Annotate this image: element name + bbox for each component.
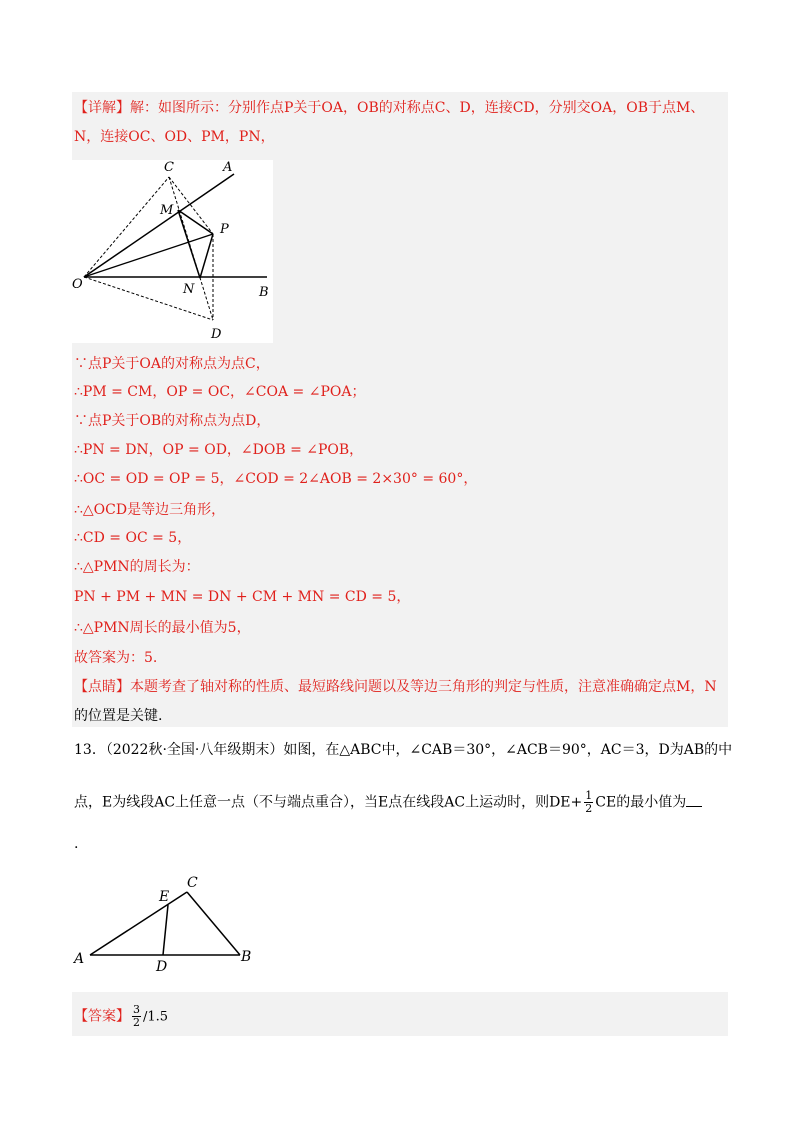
solution-line-3: ∵点P关于OA的对称点为点C， <box>74 356 270 372</box>
label-P: P <box>220 222 229 237</box>
reflection-figure <box>72 160 273 343</box>
label-N: N <box>183 282 195 297</box>
solution-line-12: ∴△PMN周长的最小值为5， <box>74 620 251 636</box>
question-line-2-start: 点，E为线段AC上任意一点（不与端点重合），当E点在线段AC上运动时，则DE+ <box>74 794 583 811</box>
solution-line-7: ∴OC = OD = OP = 5，∠COD = 2∠AOB = 2×30° = 60°， <box>74 471 478 487</box>
question-line-3: . <box>74 836 79 852</box>
label-D2: D <box>156 959 168 974</box>
solution-line-9: ∴CD = OC = 5， <box>74 530 192 546</box>
comment-line-2: 的位置是关键. <box>74 708 163 724</box>
question-line-2 <box>74 790 702 815</box>
label-M: M <box>160 203 174 218</box>
question-line-1: 13．（2022秋·全国·八年级期末）如图，在△ABC中，∠CAB＝30°，∠ACB＝90°，AC＝3，D为AB的中 <box>74 742 733 758</box>
solution-line-4: ∴PM = CM，OP = OC，∠COA = ∠POA； <box>74 384 366 400</box>
answer-block <box>72 992 728 1036</box>
solution-line-13: 故答案为：5. <box>74 650 158 666</box>
question-fraction-den: 2 <box>585 802 593 815</box>
question-fraction-num: 1 <box>585 789 593 802</box>
answer-fraction-den: 2 <box>133 1016 140 1029</box>
label-O: O <box>72 277 83 292</box>
question-fraction <box>584 790 593 815</box>
label-D: D <box>211 327 222 342</box>
solution-line-6: ∴PN = DN，OP = OD，∠DOB = ∠POB， <box>74 442 364 458</box>
answer-blank <box>686 792 702 807</box>
label-B: B <box>259 285 269 300</box>
answer-alt: /1.5 <box>143 1009 169 1025</box>
answer-fraction <box>132 1004 141 1029</box>
answer-fraction-num: 3 <box>133 1003 140 1016</box>
label-C: C <box>164 160 174 175</box>
triangle-figure <box>72 868 272 974</box>
solution-line-8: ∴△OCD是等边三角形， <box>74 502 226 518</box>
solution-line-5: ∵点P关于OB的对称点为点D， <box>74 413 271 429</box>
solution-line-10: ∴△PMN的周长为： <box>74 559 200 575</box>
label-A2: A <box>74 951 85 967</box>
solution-line-1: 【详解】解：如图所示：分别作点P关于OA，OB的对称点C、D，连接CD，分别交OA，OB于点M、 <box>74 100 705 116</box>
label-C2: C <box>187 875 198 891</box>
answer-line <box>74 1004 168 1029</box>
label-E: E <box>159 889 170 905</box>
solution-line-11: PN + PM + MN = DN + CM + MN = CD = 5， <box>74 589 411 605</box>
answer-label: 【答案】 <box>74 1008 130 1025</box>
label-B2: B <box>241 949 252 965</box>
solution-line-2: N，连接OC、OD、PM，PN， <box>74 129 275 145</box>
question-line-2-end: CE的最小值为 <box>595 794 687 811</box>
comment-line-1: 【点睛】本题考查了轴对称的性质、最短路线问题以及等边三角形的判定与性质，注意准确确定点M，N <box>74 679 717 695</box>
label-A: A <box>223 160 233 175</box>
